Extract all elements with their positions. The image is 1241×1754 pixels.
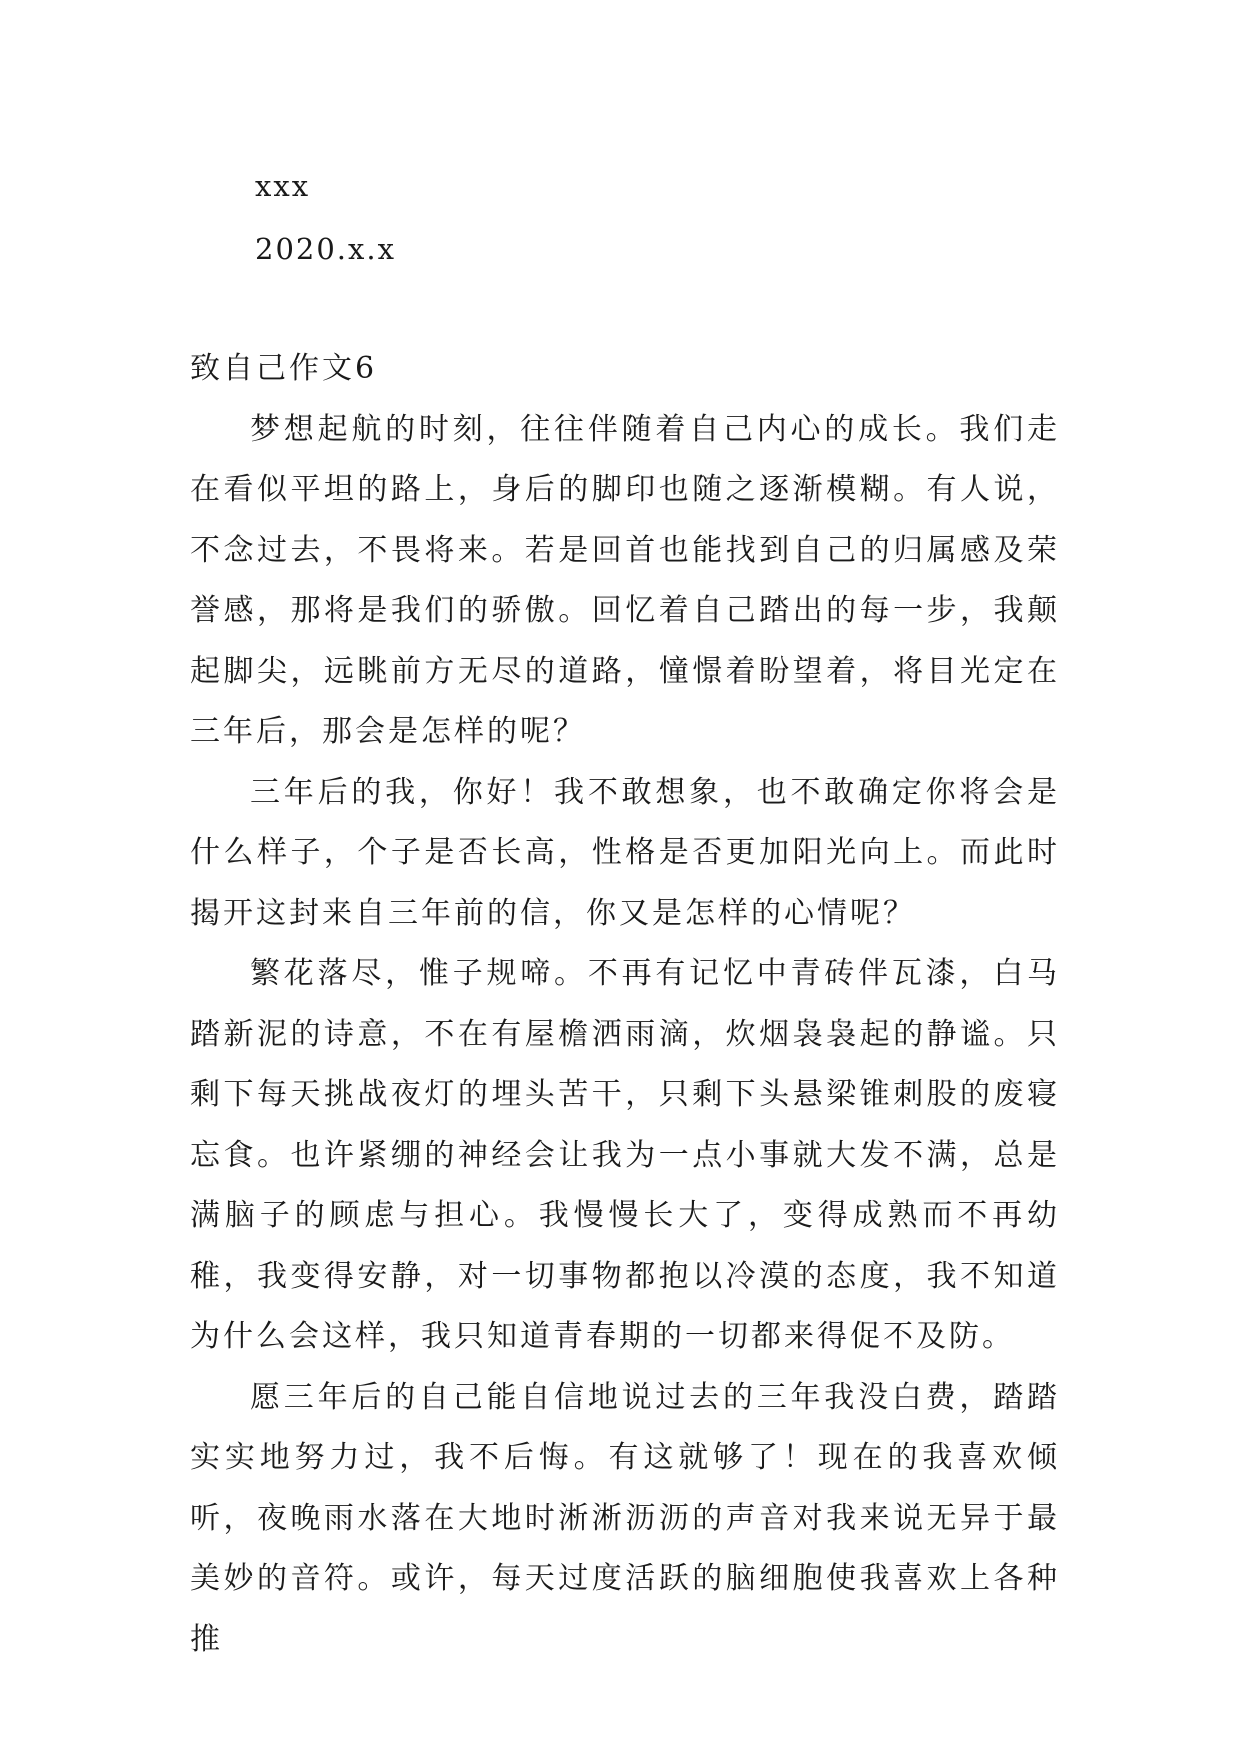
signature-name: xxx — [255, 169, 311, 203]
essay-paragraph: 三年后的我，你好！我不敢想象，也不敢确定你将会是什么样子，个子是否长高，性格是否更加阳光向上。而此时揭开这封来自三年前的信，你又是怎样的心情呢？ — [190, 774, 1060, 931]
essay-paragraph: 愿三年后的自己能自信地说过去的三年我没白费，踏踏实实地努力过，我不后悔。有这就够了！现在的我喜欢倾听，夜晚雨水落在大地时淅淅沥沥的声音对我来说无异于最美妙的音符。或许，每天过度活跃的脑细胞使我喜欢上各种推 — [190, 1379, 1060, 1657]
essay-body — [190, 339, 1060, 1670]
essay-title: 致自己作文6 — [190, 351, 378, 386]
essay-paragraph: 繁花落尽，惟子规啼。不再有记忆中青砖伴瓦漆，白马踏新泥的诗意，不在有屋檐洒雨滴，炊烟袅袅起的静谧。只剩下每天挑战夜灯的埋头苦干，只剩下头悬梁锥刺股的废寝忘食。也许紧绷的神经会让我为一点小事就大发不满，总是满脑子的顾虑与担心。我慢慢长大了，变得成熟而不再幼稚，我变得安静，对一切事物都抱以冷漠的态度，我不知道为什么会这样，我只知道青春期的一切都来得促不及防。 — [190, 956, 1060, 1354]
essay-paragraph: 梦想起航的时刻，往往伴随着自己内心的成长。我们走在看似平坦的路上，身后的脚印也随之逐渐模糊。有人说，不念过去，不畏将来。若是回首也能找到自己的归属感及荣誉感，那将是我们的骄傲。回忆着自己踏出的每一步，我颠起脚尖，远眺前方无尽的道路，憧憬着盼望着，将目光定在三年后，那会是怎样的呢？ — [190, 411, 1060, 749]
signature-date: 2020.x.x — [255, 232, 396, 266]
